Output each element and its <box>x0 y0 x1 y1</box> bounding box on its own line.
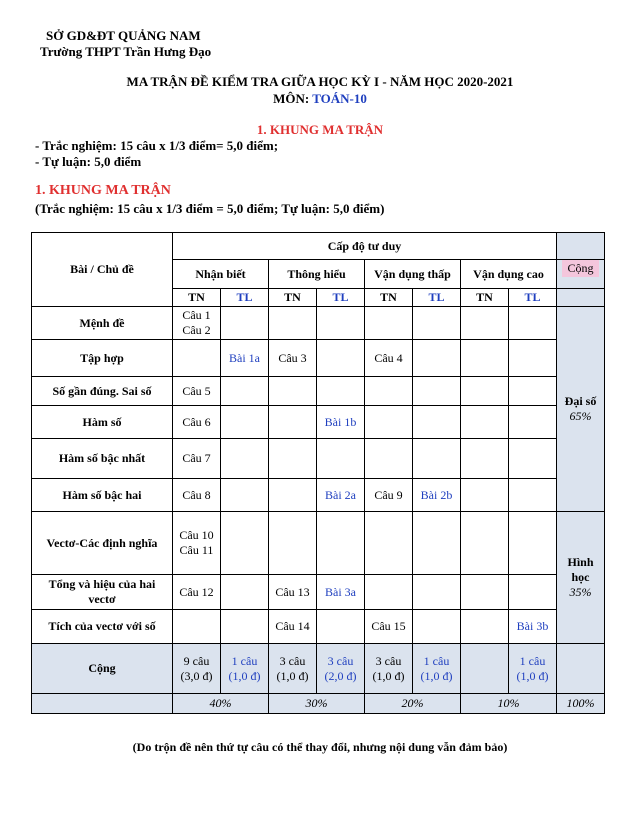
matrix-cell <box>221 406 269 439</box>
total-header-bottom <box>557 289 605 307</box>
percent-cell: 30% <box>269 694 365 714</box>
matrix-cell <box>221 479 269 512</box>
document-title: MA TRẬN ĐỀ KIỂM TRA GIỮA HỌC KỲ I - NĂM HỌC 2020-2021 <box>126 74 514 89</box>
matrix-cell <box>413 610 461 644</box>
matrix-cell <box>509 512 557 575</box>
topic-header: Bài / Chủ đề <box>32 233 173 307</box>
matrix-cell <box>269 439 317 479</box>
matrix-cell: Câu 9 <box>365 479 413 512</box>
topic-cell: Số gần đúng. Sai số <box>32 377 173 406</box>
matrix-cell <box>509 575 557 610</box>
level-header: Thông hiểu <box>269 260 365 289</box>
table-row <box>32 610 605 644</box>
matrix-cell <box>365 406 413 439</box>
matrix-cell <box>173 610 221 644</box>
subject-name: TOÁN-10 <box>312 91 367 106</box>
group-total-pct: 65% <box>569 409 592 423</box>
matrix-cell <box>365 575 413 610</box>
department-name: SỞ GD&ĐT QUẢNG NAM <box>46 28 201 43</box>
matrix-cell <box>461 512 509 575</box>
table-row <box>32 377 605 406</box>
tl-header: TL <box>509 289 557 307</box>
total-cell-grand <box>557 644 605 694</box>
matrix-cell: Bài 1a <box>221 340 269 377</box>
tn-header: TN <box>269 289 317 307</box>
thinking-level-header: Cấp độ tư duy <box>173 233 557 260</box>
matrix-cell <box>365 307 413 340</box>
matrix-cell <box>461 575 509 610</box>
topic-cell: Tập hợp <box>32 340 173 377</box>
matrix-cell <box>221 439 269 479</box>
matrix-cell <box>461 479 509 512</box>
table-row <box>32 439 605 479</box>
matrix-cell <box>317 377 365 406</box>
total-header-label: Cộng <box>562 260 598 277</box>
matrix-cell: Câu 7 <box>173 439 221 479</box>
tl-header: TL <box>317 289 365 307</box>
matrix-cell <box>221 377 269 406</box>
total-cell: 1 câu (1,0 đ) <box>221 644 269 694</box>
percent-cell: 20% <box>365 694 461 714</box>
matrix-cell: Câu 8 <box>173 479 221 512</box>
mcq-info: - Trắc nghiệm: 15 câu x 1/3 điểm= 5,0 điểm; <box>35 138 279 153</box>
level-header: Nhận biết <box>173 260 269 289</box>
matrix-cell: Bài 3a <box>317 575 365 610</box>
matrix-cell: Bài 3b <box>509 610 557 644</box>
tn-header: TN <box>365 289 413 307</box>
matrix-cell: Bài 2b <box>413 479 461 512</box>
total-cell: 3 câu (1,0 đ) <box>269 644 317 694</box>
matrix-cell <box>365 439 413 479</box>
matrix-cell <box>461 610 509 644</box>
matrix-cell <box>269 307 317 340</box>
topic-cell: Hàm số bậc hai <box>32 479 173 512</box>
matrix-cell <box>509 307 557 340</box>
matrix-cell <box>221 307 269 340</box>
matrix-cell <box>413 512 461 575</box>
percent-row-label <box>32 694 173 714</box>
matrix-cell: Câu 10 Câu 11 <box>173 512 221 575</box>
tl-header: TL <box>221 289 269 307</box>
topic-cell: Tổng và hiệu của hai vectơ <box>32 575 173 610</box>
matrix-cell <box>221 512 269 575</box>
matrix-cell <box>269 377 317 406</box>
matrix-cell: Bài 2a <box>317 479 365 512</box>
topic-cell: Mệnh đề <box>32 307 173 340</box>
matrix-cell <box>509 479 557 512</box>
matrix-cell <box>413 340 461 377</box>
matrix-cell <box>509 340 557 377</box>
matrix-cell <box>461 406 509 439</box>
tn-header: TN <box>173 289 221 307</box>
percent-row <box>32 694 605 714</box>
matrix-cell <box>365 377 413 406</box>
total-header <box>557 260 605 289</box>
matrix-cell: Câu 13 <box>269 575 317 610</box>
matrix-cell <box>317 512 365 575</box>
matrix-cell <box>269 479 317 512</box>
tl-header: TL <box>413 289 461 307</box>
group-total-pct: 35% <box>569 585 592 599</box>
matrix-table <box>31 232 605 714</box>
score-note: (Trắc nghiệm: 15 câu x 1/3 điểm = 5,0 điểm; Tự luận: 5,0 điểm) <box>35 201 385 216</box>
matrix-cell: Câu 1 Câu 2 <box>173 307 221 340</box>
matrix-cell <box>413 307 461 340</box>
topic-cell: Vectơ-Các định nghĩa <box>32 512 173 575</box>
total-cell: 1 câu (1,0 đ) <box>509 644 557 694</box>
level-header: Vận dụng cao <box>461 260 557 289</box>
total-cell: 3 câu (2,0 đ) <box>317 644 365 694</box>
table-row <box>32 307 605 340</box>
table-row <box>32 479 605 512</box>
topic-cell: Hàm số bậc nhất <box>32 439 173 479</box>
matrix-cell: Câu 5 <box>173 377 221 406</box>
total-cell: 9 câu (3,0 đ) <box>173 644 221 694</box>
group-total-label: Đại số <box>564 394 597 408</box>
matrix-cell <box>413 406 461 439</box>
topic-cell: Hàm số <box>32 406 173 439</box>
matrix-cell: Bài 1b <box>317 406 365 439</box>
group-total-geometry <box>557 512 605 644</box>
matrix-cell <box>461 340 509 377</box>
matrix-cell <box>317 610 365 644</box>
level-header: Vận dụng thấp <box>365 260 461 289</box>
matrix-cell <box>413 439 461 479</box>
matrix-cell <box>461 377 509 406</box>
matrix-cell <box>317 307 365 340</box>
table-row <box>32 575 605 610</box>
footer-note: (Do trộn đề nên thứ tự câu có thể thay đổi, nhưng nội dung vẫn đảm bảo) <box>132 740 508 754</box>
matrix-cell: Câu 6 <box>173 406 221 439</box>
percent-cell-total: 100% <box>557 694 605 714</box>
subject-line <box>0 91 640 107</box>
total-row-label: Cộng <box>32 644 173 694</box>
total-cell: 1 câu (1,0 đ) <box>413 644 461 694</box>
matrix-cell <box>461 439 509 479</box>
matrix-cell <box>269 406 317 439</box>
school-name: Trường THPT Trần Hưng Đạo <box>40 44 212 59</box>
matrix-cell: Câu 4 <box>365 340 413 377</box>
essay-info: - Tự luận: 5,0 điểm <box>35 154 142 169</box>
total-row <box>32 644 605 694</box>
matrix-cell <box>365 512 413 575</box>
tn-header: TN <box>461 289 509 307</box>
matrix-cell <box>509 377 557 406</box>
subject-prefix: MÔN: <box>273 91 313 106</box>
table-row <box>32 406 605 439</box>
section-heading-centered: 1. KHUNG MA TRẬN <box>256 122 384 137</box>
table-row <box>32 340 605 377</box>
matrix-cell: Câu 14 <box>269 610 317 644</box>
percent-cell: 10% <box>461 694 557 714</box>
matrix-cell: Câu 12 <box>173 575 221 610</box>
matrix-cell <box>509 406 557 439</box>
matrix-cell: Câu 15 <box>365 610 413 644</box>
total-header-top <box>557 233 605 260</box>
matrix-cell <box>413 575 461 610</box>
matrix-cell: Câu 3 <box>269 340 317 377</box>
matrix-cell <box>173 340 221 377</box>
section-heading-left: 1. KHUNG MA TRẬN <box>35 183 171 198</box>
group-total-label: Hình học <box>567 555 594 584</box>
matrix-cell <box>461 307 509 340</box>
matrix-cell <box>509 439 557 479</box>
matrix-cell <box>221 610 269 644</box>
total-cell <box>461 644 509 694</box>
total-cell: 3 câu (1,0 đ) <box>365 644 413 694</box>
matrix-cell <box>269 512 317 575</box>
topic-cell: Tích của vectơ với số <box>32 610 173 644</box>
matrix-cell <box>317 439 365 479</box>
matrix-cell <box>317 340 365 377</box>
group-total-algebra <box>557 307 605 512</box>
table-row <box>32 512 605 575</box>
matrix-cell <box>413 377 461 406</box>
percent-cell: 40% <box>173 694 269 714</box>
matrix-cell <box>221 575 269 610</box>
